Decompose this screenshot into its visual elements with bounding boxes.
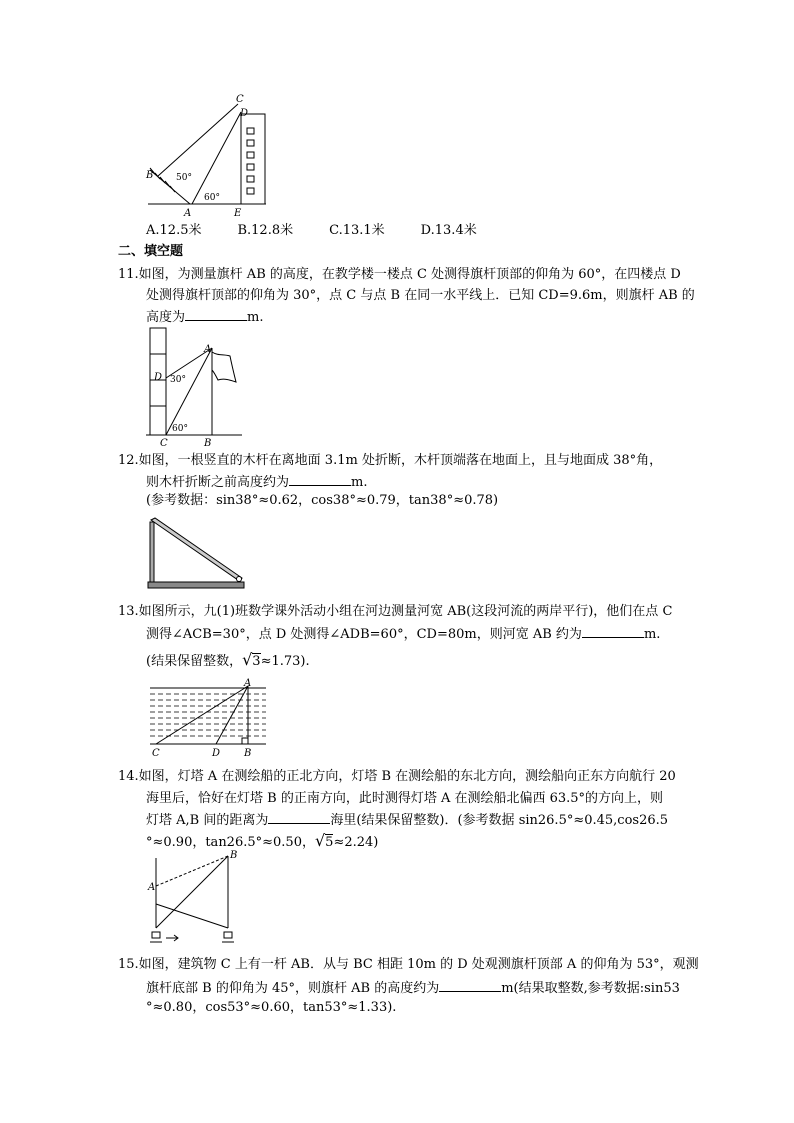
q12-line3: (参考数据：sin38°≈0.62，cos38°≈0.79，tan38°≈0.78) xyxy=(146,493,499,508)
q12-figure xyxy=(146,512,246,592)
q11-label-a: A xyxy=(204,344,212,355)
q13-sqrt-arg: 3 xyxy=(252,654,261,669)
q13-line3 xyxy=(146,651,310,671)
q10-angle-60: 60° xyxy=(204,193,220,203)
q15-suffix: m(结果取整数,参考数据:sin53 xyxy=(501,981,680,996)
q14-sqrt-arg: 5 xyxy=(325,835,334,850)
q11-label-d: D xyxy=(154,372,163,383)
q15-line2 xyxy=(146,978,680,998)
q15-prefix: 旗杆底部 B 的仰角为 45°，则旗杆 AB 的高度约为 xyxy=(146,981,440,996)
q10-option-b: B.12.8米 xyxy=(237,223,294,238)
q14-figure xyxy=(146,846,246,950)
q10-label-c: C xyxy=(236,94,244,105)
q15-answer-blank[interactable] xyxy=(439,978,501,992)
q13-answer-blank[interactable] xyxy=(582,624,644,638)
q11-angle-30: 30° xyxy=(170,375,186,385)
q13-label-c: C xyxy=(152,748,160,759)
q11-label-c: C xyxy=(160,438,168,449)
q13-note-prefix: (结果保留整数， xyxy=(146,654,243,669)
q13-prefix: 测得∠ACB=30°，点 D 处测得∠ADB=60°，CD=80m，则河宽 AB 约为 xyxy=(146,627,582,642)
q11-suffix: m. xyxy=(247,310,264,325)
q14-ref-suffix: ≈2.24) xyxy=(333,835,379,850)
q13-label-b: B xyxy=(244,748,252,759)
sqrt-icon: √ xyxy=(314,831,326,850)
q11-prefix: 高度为 xyxy=(146,310,186,325)
q13-note-suffix: ≈1.73). xyxy=(260,654,310,669)
q10-option-c: C.13.1米 xyxy=(329,223,385,238)
q14-answer-blank[interactable] xyxy=(268,810,330,824)
q12-line1: 12.如图，一根竖直的木杆在离地面 3.1m 处折断，木杆顶端落在地面上，且与地面成 38°角， xyxy=(118,453,663,468)
q14-suffix: 海里(结果保留整数)．(参考数据 sin26.5°≈0.45,cos26.5 xyxy=(330,813,669,828)
q10-label-a: A xyxy=(184,208,192,219)
q11-line2: 处测得旗杆顶部的仰角为 30°，点 C 与点 B 在同一水平线上．已知 CD=9.6m，则旗杆 AB 的 xyxy=(146,288,695,303)
sqrt-icon: √ xyxy=(242,650,253,669)
q12-answer-blank[interactable] xyxy=(289,472,351,486)
q15-line1: 15.如图，建筑物 C 上有一杆 AB．从与 BC 相距 10m 的 D 处观测旗杆顶部 A 的仰角为 53°，观测 xyxy=(118,957,699,972)
q10-option-d: D.13.4米 xyxy=(420,223,477,238)
q14-line1: 14.如图，灯塔 A 在测绘船的正北方向，灯塔 B 在测绘船的东北方向，测绘船向正东方向航行 20 xyxy=(118,769,676,784)
q11-answer-blank[interactable] xyxy=(185,307,247,321)
q12-prefix: 则木杆折断之前高度约为 xyxy=(146,475,290,490)
q13-label-d: D xyxy=(212,748,221,759)
q10-label-b: B xyxy=(146,170,154,181)
q10-label-e: E xyxy=(234,208,242,219)
q13-label-a: A xyxy=(244,678,252,689)
q14-ref-prefix: °≈0.90，tan26.5°≈0.50， xyxy=(146,835,315,850)
q11-line3 xyxy=(146,307,263,327)
q10-figure xyxy=(140,92,280,220)
q10-option-a: A.12.5米 xyxy=(146,223,202,238)
q13-line1: 13.如图所示，九(1)班数学课外活动小组在河边测量河宽 AB(这段河流的两岸平行)，他们在点 C xyxy=(118,604,673,619)
q14-label-b: B xyxy=(230,850,238,861)
q12-line2 xyxy=(146,472,367,492)
q13-figure xyxy=(146,676,270,760)
q10-options xyxy=(146,222,513,240)
section-title: 二、填空题 xyxy=(118,244,184,259)
q13-suffix: m. xyxy=(643,627,661,642)
q14-prefix: 灯塔 A,B 间的距离为 xyxy=(146,813,269,828)
q14-label-a: A xyxy=(148,882,156,893)
q14-line3 xyxy=(146,810,668,830)
q11-line1: 11.如图，为测量旗杆 AB 的高度，在教学楼一楼点 C 处测得旗杆顶部的仰角为 60°，在四楼点 D xyxy=(118,267,681,282)
q11-label-b: B xyxy=(204,438,212,449)
q10-label-d: D xyxy=(240,108,249,119)
q14-line2: 海里后，恰好在灯塔 B 的正南方向，此时测得灯塔 A 在测绘船北偏西 63.5°的方向上，则 xyxy=(146,791,664,806)
q11-figure xyxy=(146,326,246,450)
q15-line3: °≈0.80，cos53°≈0.60，tan53°≈1.33). xyxy=(146,1000,397,1015)
q13-line2 xyxy=(146,624,660,644)
q12-suffix: m. xyxy=(351,475,368,490)
q10-angle-50: 50° xyxy=(176,173,192,183)
q11-angle-60: 60° xyxy=(172,424,188,434)
